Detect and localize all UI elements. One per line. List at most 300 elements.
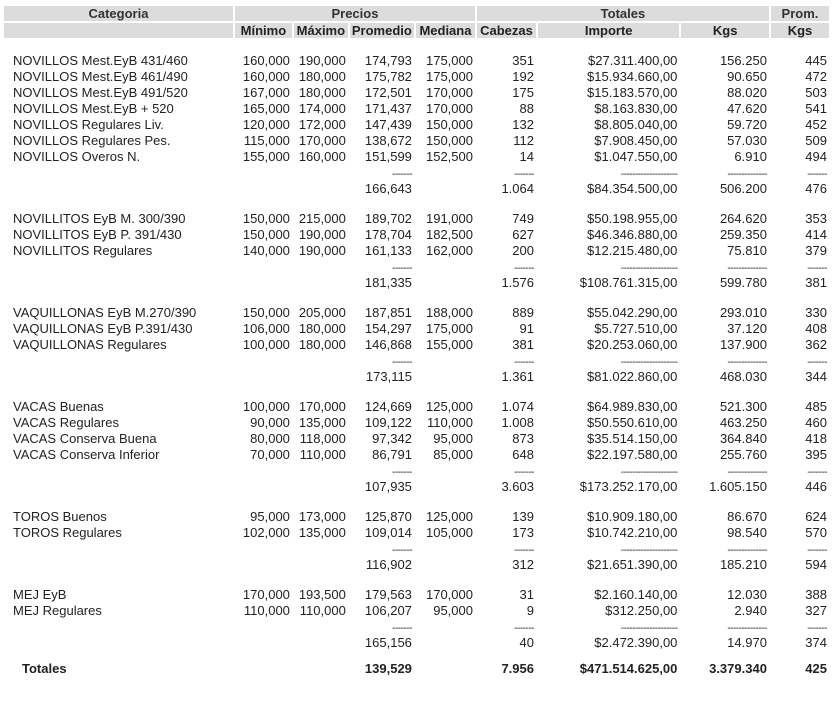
subtotal-heads: 312 (512, 557, 534, 572)
min-price-cell: 70,000 (250, 447, 290, 462)
median-price-cell: 170,000 (425, 101, 473, 116)
divider-prom: ------- (807, 623, 827, 634)
max-price-cell: 135,000 (298, 415, 346, 430)
heads-cell: 200 (512, 243, 534, 258)
spacer-row (4, 574, 829, 586)
min-price-cell: 102,000 (242, 525, 290, 540)
category-cell: MEJ Regulares (13, 603, 102, 618)
avg-kgs-cell: 414 (805, 227, 827, 242)
avg-price-cell: 178,704 (364, 227, 412, 242)
category-cell: TOROS Buenos (13, 509, 107, 524)
amount-cell: $55.042.290,00 (587, 305, 678, 320)
avg-kgs-cell: 503 (805, 85, 827, 100)
spacer-row (4, 40, 829, 52)
subtotal-kgs: 506.200 (719, 181, 767, 196)
avg-kgs-cell: 624 (805, 509, 827, 524)
divider-importe: -------------------- (620, 169, 678, 180)
subtotal-avg-kgs: 374 (805, 635, 827, 650)
totals-kgs: 3.379.340 (709, 661, 767, 676)
subtotal-blank (294, 182, 348, 196)
amount-cell: $1.047.550,00 (594, 149, 678, 164)
subtotal-blank (416, 276, 475, 290)
kgs-cell: 37.120 (727, 321, 767, 336)
median-price-cell: 150,000 (425, 117, 473, 132)
subtotal-divider-row (4, 166, 829, 180)
median-price-cell: 150,000 (425, 133, 473, 148)
subtotal-blank (4, 370, 233, 384)
category-cell: VAQUILLONAS EyB M.270/390 (13, 305, 197, 320)
max-price-cell: 160,000 (298, 149, 346, 164)
table-row (4, 510, 829, 524)
category-cell: VACAS Conserva Inferior (13, 447, 160, 462)
subtotal-blank (235, 182, 292, 196)
min-price-cell: 165,000 (242, 101, 290, 116)
avg-kgs-cell: 460 (805, 415, 827, 430)
heads-cell: 1.074 (501, 399, 534, 414)
max-price-cell: 173,000 (298, 509, 346, 524)
min-price-cell: 140,000 (242, 243, 290, 258)
median-price-cell: 191,000 (425, 211, 473, 226)
table-row (4, 212, 829, 226)
avg-kgs-cell: 418 (805, 431, 827, 446)
category-cell: NOVILLOS Mest.EyB + 520 (13, 101, 174, 116)
subtotal-blank (294, 480, 348, 494)
category-cell: MEJ EyB (13, 587, 67, 602)
subtotal-blank (4, 636, 233, 650)
min-price-cell: 150,000 (242, 305, 290, 320)
subtotal-avg-price: 107,935 (364, 479, 412, 494)
table-row (4, 244, 829, 258)
subtotal-heads: 1.361 (501, 369, 534, 384)
totals-label: Totales (22, 661, 67, 676)
divider-blank (4, 542, 233, 556)
subtotal-amount: $173.252.170,00 (579, 479, 678, 494)
header-categoria: Categoria (4, 6, 233, 21)
amount-cell: $64.989.830,00 (587, 399, 678, 414)
max-price-cell: 180,000 (298, 85, 346, 100)
totals-row (4, 662, 829, 676)
median-price-cell: 175,000 (425, 53, 473, 68)
amount-cell: $20.253.060,00 (587, 337, 678, 352)
table-row (4, 306, 829, 320)
divider-importe: -------------------- (620, 357, 678, 368)
subtotal-divider-row (4, 620, 829, 634)
avg-price-cell: 151,599 (364, 149, 412, 164)
category-cell: VACAS Regulares (13, 415, 119, 430)
avg-kgs-cell: 388 (805, 587, 827, 602)
subtotal-blank (235, 276, 292, 290)
avg-price-cell: 147,439 (364, 117, 412, 132)
category-cell: TOROS Regulares (13, 525, 122, 540)
subtotal-amount: $108.761.315,00 (579, 275, 678, 290)
divider-prom: ------- (807, 357, 827, 368)
subtotal-blank (4, 182, 233, 196)
max-price-cell: 190,000 (298, 227, 346, 242)
heads-cell: 351 (512, 53, 534, 68)
amount-cell: $312.250,00 (605, 603, 678, 618)
avg-price-cell: 189,702 (364, 211, 412, 226)
amount-cell: $8.163.830,00 (594, 101, 678, 116)
spacer-cell (4, 574, 829, 586)
max-price-cell: 110,000 (299, 603, 346, 618)
subtotal-blank (416, 558, 475, 572)
min-price-cell: 150,000 (242, 211, 290, 226)
subtotal-blank (235, 636, 292, 650)
table-row (4, 70, 829, 84)
max-price-cell: 190,000 (298, 53, 346, 68)
min-price-cell: 155,000 (242, 149, 290, 164)
subtotal-row (4, 636, 829, 650)
avg-kgs-cell: 445 (805, 53, 827, 68)
header-prom: Prom. (771, 6, 829, 21)
avg-price-cell: 109,014 (364, 525, 412, 540)
subtotal-amount: $81.022.860,00 (587, 369, 678, 384)
median-price-cell: 152,500 (425, 149, 473, 164)
divider-kgs: -------------- (727, 623, 767, 634)
subtotal-blank (294, 636, 348, 650)
heads-cell: 175 (512, 85, 534, 100)
min-price-cell: 150,000 (242, 227, 290, 242)
subtotal-row (4, 558, 829, 572)
median-price-cell: 175,000 (425, 69, 473, 84)
header-row-sub (4, 23, 829, 38)
avg-kgs-cell: 362 (805, 337, 827, 352)
header-totales: Totales (477, 6, 769, 21)
divider-blank (4, 166, 233, 180)
table-row (4, 338, 829, 352)
heads-cell: 139 (512, 509, 534, 524)
subtotal-avg-price: 165,156 (364, 635, 412, 650)
kgs-cell: 293.010 (719, 305, 767, 320)
table-row (4, 86, 829, 100)
table-row (4, 54, 829, 68)
divider-promedio: ------- (392, 467, 412, 478)
amount-cell: $2.160.140,00 (594, 587, 678, 602)
category-cell: NOVILLITOS EyB P. 391/430 (13, 227, 182, 242)
median-price-cell: 105,000 (425, 525, 473, 540)
kgs-cell: 75.810 (727, 243, 767, 258)
avg-price-cell: 124,669 (364, 399, 412, 414)
avg-kgs-cell: 395 (805, 447, 827, 462)
subtotal-row (4, 182, 829, 196)
median-price-cell: 95,000 (433, 603, 473, 618)
category-cell: VAQUILLONAS Regulares (13, 337, 167, 352)
spacer-row (4, 496, 829, 508)
divider-importe: -------------------- (620, 263, 678, 274)
subtotal-divider-row (4, 354, 829, 368)
spacer-cell (4, 386, 829, 398)
subtotal-kgs: 468.030 (719, 369, 767, 384)
totals-amount: $471.514.625,00 (579, 661, 678, 676)
divider-importe: -------------------- (620, 623, 678, 634)
table-row (4, 448, 829, 462)
kgs-cell: 57.030 (727, 133, 767, 148)
subtotal-amount: $84.354.500,00 (587, 181, 678, 196)
divider-blank (416, 260, 475, 274)
median-price-cell: 95,000 (433, 431, 473, 446)
amount-cell: $10.742.210,00 (587, 525, 678, 540)
avg-kgs-cell: 509 (805, 133, 827, 148)
divider-kgs: -------------- (727, 357, 767, 368)
avg-kgs-cell: 494 (805, 149, 827, 164)
median-price-cell: 170,000 (425, 587, 473, 602)
spacer-row (4, 386, 829, 398)
divider-blank (294, 620, 348, 634)
min-price-cell: 110,000 (243, 603, 290, 618)
subtotal-avg-kgs: 476 (805, 181, 827, 196)
subtotal-amount: $2.472.390,00 (594, 635, 678, 650)
spacer-cell (4, 40, 829, 52)
max-price-cell: 190,000 (298, 243, 346, 258)
heads-cell: 14 (519, 149, 534, 164)
table-row (4, 604, 829, 618)
median-price-cell: 125,000 (425, 509, 473, 524)
divider-promedio: ------- (392, 357, 412, 368)
table-row (4, 432, 829, 446)
table-row (4, 228, 829, 242)
heads-cell: 192 (512, 69, 534, 84)
divider-prom: ------- (807, 545, 827, 556)
avg-price-cell: 171,437 (364, 101, 412, 116)
spacer-cell (4, 292, 829, 304)
avg-price-cell: 161,133 (364, 243, 412, 258)
totals-blank (294, 662, 348, 676)
max-price-cell: 118,000 (299, 431, 346, 446)
category-cell: NOVILLOS Mest.EyB 491/520 (13, 85, 188, 100)
header-precios: Precios (235, 6, 475, 21)
heads-cell: 873 (512, 431, 534, 446)
avg-price-cell: 138,672 (364, 133, 412, 148)
heads-cell: 381 (512, 337, 534, 352)
avg-price-cell: 146,868 (364, 337, 412, 352)
divider-kgs: -------------- (727, 545, 767, 556)
subtotal-kgs: 1.605.150 (709, 479, 767, 494)
table-row (4, 526, 829, 540)
amount-cell: $7.908.450,00 (594, 133, 678, 148)
subtotal-avg-price: 116,902 (365, 557, 412, 572)
max-price-cell: 174,000 (298, 101, 346, 116)
subtotal-blank (416, 370, 475, 384)
header-mediana: Mediana (416, 23, 475, 38)
subtotal-blank (416, 480, 475, 494)
avg-kgs-cell: 379 (805, 243, 827, 258)
category-cell: NOVILLOS Overos N. (13, 149, 141, 164)
divider-cabezas: ------- (514, 357, 534, 368)
divider-cabezas: ------- (514, 263, 534, 274)
divider-blank (416, 354, 475, 368)
avg-price-cell: 106,207 (364, 603, 412, 618)
divider-prom: ------- (807, 467, 827, 478)
subtotal-avg-kgs: 381 (805, 275, 827, 290)
heads-cell: 749 (512, 211, 534, 226)
divider-blank (235, 166, 292, 180)
category-cell: VAQUILLONAS EyB P.391/430 (13, 321, 193, 336)
heads-cell: 88 (519, 101, 534, 116)
median-price-cell: 170,000 (425, 85, 473, 100)
amount-cell: $35.514.150,00 (587, 431, 678, 446)
median-price-cell: 188,000 (425, 305, 473, 320)
heads-cell: 173 (512, 525, 534, 540)
spacer-row (4, 198, 829, 210)
table-body (4, 40, 829, 676)
avg-price-cell: 125,870 (364, 509, 412, 524)
heads-cell: 1.008 (501, 415, 534, 430)
subtotal-divider-row (4, 260, 829, 274)
divider-blank (294, 542, 348, 556)
subtotal-kgs: 599.780 (719, 275, 767, 290)
subtotal-blank (294, 558, 348, 572)
divider-importe: -------------------- (620, 545, 678, 556)
heads-cell: 31 (519, 587, 534, 602)
divider-blank (294, 354, 348, 368)
divider-blank (416, 620, 475, 634)
min-price-cell: 160,000 (242, 53, 290, 68)
divider-blank (416, 166, 475, 180)
amount-cell: $15.934.660,00 (587, 69, 678, 84)
avg-price-cell: 172,501 (364, 85, 412, 100)
subtotal-avg-price: 181,335 (364, 275, 412, 290)
max-price-cell: 215,000 (298, 211, 346, 226)
subtotal-heads: 3.603 (501, 479, 534, 494)
amount-cell: $46.346.880,00 (587, 227, 678, 242)
totals-blank (235, 662, 292, 676)
kgs-cell: 156.250 (719, 53, 767, 68)
divider-blank (4, 620, 233, 634)
max-price-cell: 172,000 (298, 117, 346, 132)
header-kgs: Kgs (681, 23, 769, 38)
heads-cell: 9 (526, 603, 534, 618)
table-row (4, 588, 829, 602)
median-price-cell: 125,000 (425, 399, 473, 414)
min-price-cell: 115,000 (243, 133, 290, 148)
market-prices-table (2, 4, 831, 678)
table-row (4, 322, 829, 336)
table-row (4, 118, 829, 132)
max-price-cell: 135,000 (298, 525, 346, 540)
subtotal-blank (235, 558, 292, 572)
divider-blank (294, 464, 348, 478)
kgs-cell: 98.540 (727, 525, 767, 540)
category-cell: NOVILLOS Regulares Pes. (13, 133, 171, 148)
heads-cell: 648 (512, 447, 534, 462)
min-price-cell: 100,000 (242, 337, 290, 352)
table-row (4, 150, 829, 164)
divider-prom: ------- (807, 263, 827, 274)
heads-cell: 889 (512, 305, 534, 320)
amount-cell: $10.909.180,00 (587, 509, 678, 524)
kgs-cell: 47.620 (727, 101, 767, 116)
median-price-cell: 110,000 (426, 415, 473, 430)
divider-kgs: -------------- (727, 467, 767, 478)
min-price-cell: 80,000 (250, 431, 290, 446)
min-price-cell: 160,000 (242, 69, 290, 84)
totals-avg-price: 139,529 (364, 661, 412, 676)
subtotal-heads: 1.576 (501, 275, 534, 290)
divider-blank (416, 542, 475, 556)
totals-blank (416, 662, 475, 676)
subtotal-avg-price: 166,643 (364, 181, 412, 196)
avg-price-cell: 109,122 (364, 415, 412, 430)
avg-price-cell: 175,782 (364, 69, 412, 84)
avg-price-cell: 97,342 (372, 431, 412, 446)
max-price-cell: 170,000 (298, 399, 346, 414)
kgs-cell: 12.030 (727, 587, 767, 602)
avg-kgs-cell: 330 (805, 305, 827, 320)
divider-blank (4, 354, 233, 368)
avg-kgs-cell: 408 (805, 321, 827, 336)
kgs-cell: 2.940 (734, 603, 767, 618)
divider-kgs: -------------- (727, 263, 767, 274)
kgs-cell: 137.900 (719, 337, 767, 352)
amount-cell: $50.198.955,00 (587, 211, 678, 226)
max-price-cell: 205,000 (298, 305, 346, 320)
header-maximo: Máximo (294, 23, 348, 38)
avg-kgs-cell: 452 (805, 117, 827, 132)
spacer-cell (4, 652, 829, 660)
amount-cell: $27.311.400,00 (588, 53, 678, 68)
min-price-cell: 167,000 (242, 85, 290, 100)
divider-promedio: ------- (392, 169, 412, 180)
divider-cabezas: ------- (514, 467, 534, 478)
divider-cabezas: ------- (514, 169, 534, 180)
divider-blank (235, 354, 292, 368)
subtotal-avg-kgs: 446 (805, 479, 827, 494)
max-price-cell: 180,000 (298, 321, 346, 336)
divider-promedio: ------- (392, 545, 412, 556)
divider-blank (235, 620, 292, 634)
min-price-cell: 100,000 (242, 399, 290, 414)
amount-cell: $50.550.610,00 (587, 415, 678, 430)
subtotal-avg-kgs: 594 (805, 557, 827, 572)
category-cell: NOVILLOS Regulares Liv. (13, 117, 164, 132)
kgs-cell: 463.250 (719, 415, 767, 430)
kgs-cell: 264.620 (719, 211, 767, 226)
subtotal-row (4, 276, 829, 290)
max-price-cell: 193,500 (298, 587, 346, 602)
subtotal-kgs: 14.970 (727, 635, 767, 650)
subtotal-amount: $21.651.390,00 (587, 557, 678, 572)
divider-prom: ------- (807, 169, 827, 180)
max-price-cell: 180,000 (298, 69, 346, 84)
divider-cabezas: ------- (514, 545, 534, 556)
kgs-cell: 521.300 (719, 399, 767, 414)
median-price-cell: 175,000 (425, 321, 473, 336)
subtotal-blank (235, 480, 292, 494)
subtotal-row (4, 370, 829, 384)
divider-promedio: ------- (392, 263, 412, 274)
category-cell: VACAS Conserva Buena (13, 431, 157, 446)
spacer-cell (4, 198, 829, 210)
median-price-cell: 155,000 (425, 337, 473, 352)
header-minimo: Mínimo (235, 23, 292, 38)
subtotal-blank (294, 276, 348, 290)
divider-blank (4, 464, 233, 478)
spacer-row (4, 652, 829, 660)
min-price-cell: 170,000 (242, 587, 290, 602)
subtotal-blank (416, 636, 475, 650)
subtotal-row (4, 480, 829, 494)
divider-blank (294, 260, 348, 274)
header-prom-kgs: Kgs (771, 23, 829, 38)
subtotal-divider-row (4, 542, 829, 556)
amount-cell: $12.215.480,00 (587, 243, 678, 258)
subtotal-blank (4, 558, 233, 572)
subtotal-blank (416, 182, 475, 196)
avg-price-cell: 179,563 (364, 587, 412, 602)
divider-promedio: ------- (392, 623, 412, 634)
kgs-cell: 255.760 (719, 447, 767, 462)
subtotal-avg-kgs: 344 (805, 369, 827, 384)
